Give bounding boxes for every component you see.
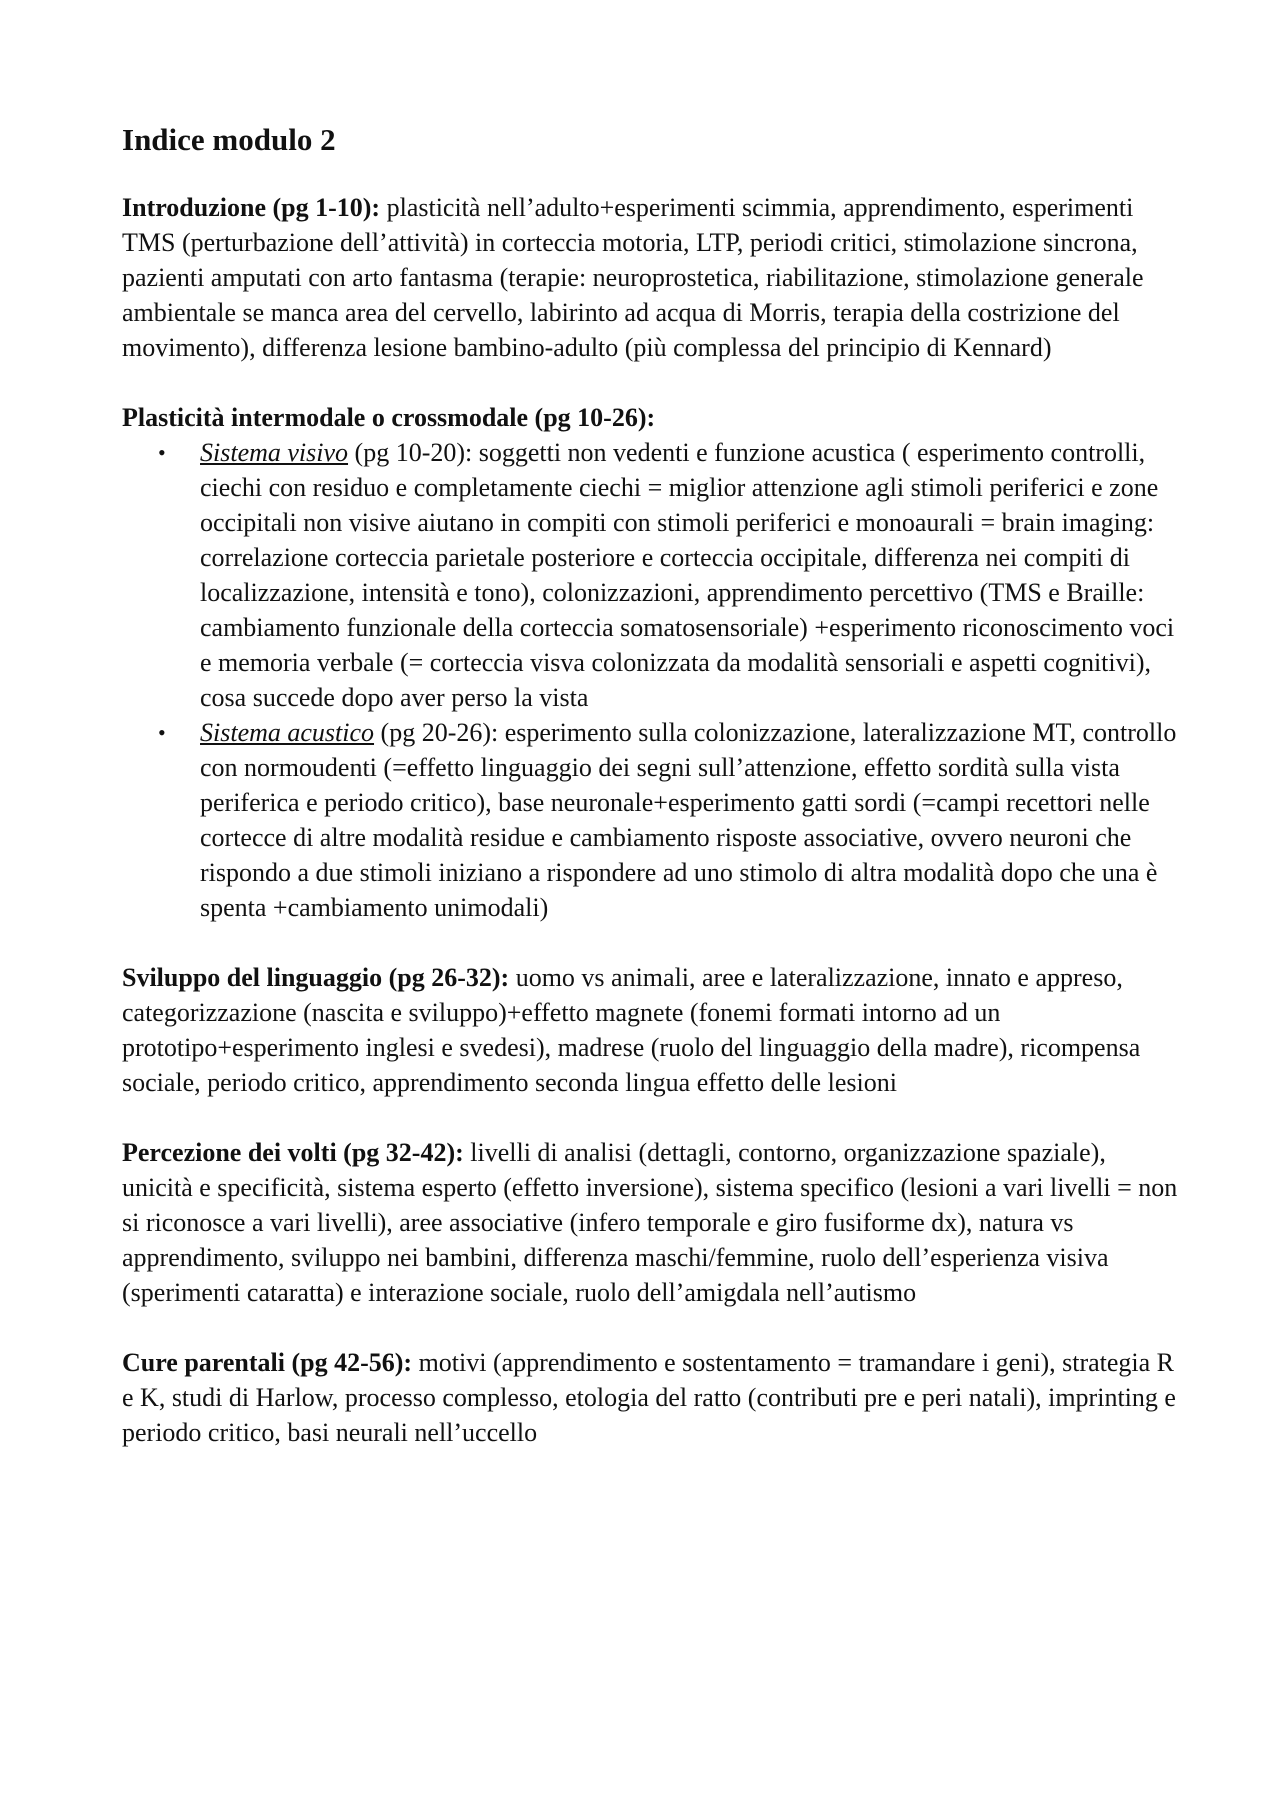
section-heading-plasticita: Plasticità intermodale o crossmodale (pg 10-26): <box>122 403 656 432</box>
section-linguaggio <box>122 960 1182 1100</box>
bullet-icon: • <box>158 720 166 745</box>
section-heading: Percezione dei volti (pg 32-42): <box>122 1138 464 1167</box>
subsection-title: Sistema visivo <box>200 438 349 467</box>
section-cure-parentali <box>122 1345 1182 1450</box>
subsection-body: (pg 20-26): esperimento sulla colonizzazione, lateralizzazione MT, controllo con normoudenti (=effetto linguaggio dei segni sull’attenzione, effetto sordità sulla vista periferica e periodo critico), base neuronale+esperimento gatti sordi (=campi recettori nelle cortecce di altre modalità residue e cambiamento risposte associative, ovvero neuroni che rispondo a due stimoli iniziano a rispondere ad uno stimolo di altra modalità dopo che una è spenta +cambiamento unimodali) <box>200 718 1177 922</box>
section-heading: Cure parentali (pg 42-56): <box>122 1348 413 1377</box>
section-volti <box>122 1135 1182 1310</box>
page-title: Indice modulo 2 <box>122 122 336 157</box>
bullet-icon: • <box>158 440 166 465</box>
section-body: motivi (apprendimento e sostentamento = tramandare i geni), strategia R e K, studi di Harlow, processo complesso, etologia del ratto (contributi pre e peri natali), imprinting e periodo critico, basi neurali nell’uccello <box>122 1348 1176 1447</box>
subsection-body: (pg 10-20): soggetti non vedenti e funzione acustica ( esperimento controlli, ciechi con residuo e completamente ciechi = miglior attenzione agli stimoli periferici e zone occipitali non visive aiutano in compiti con stimoli periferici e monoaurali = brain imaging: correlazione corteccia parietale posteriore e corteccia occipitale, differenza nei compiti di localizzazione, intensità e tono), colonizzazioni, apprendimento percettivo (TMS e Braille: cambiamento funzionale della corteccia somatosensoriale) +esperimento riconoscimento voci e memoria verbale (= corteccia visva colonizzata da modalità sensoriali e aspetti cognitivi), cosa succede dopo aver perso la vista <box>200 438 1175 712</box>
section-body: plasticità nell’adulto+esperimenti scimmia, apprendimento, esperimenti TMS (perturbazione dell’attività) in corteccia motoria, LTP, periodi critici, stimolazione sincrona, pazienti amputati con arto fantasma (terapie: neuroprostetica, riabilitazione, stimolazione generale ambientale se manca area del cervello, labirinto ad acqua di Morris, terapia della costrizione del movimento), differenza lesione bambino-adulto (più complessa del principio di Kennard) <box>122 193 1144 362</box>
section-body: uomo vs animali, aree e lateralizzazione, innato e appreso, categorizzazione (nascita e sviluppo)+effetto magnete (fonemi formati intorno ad un prototipo+esperimento inglesi e svedesi), madrese (ruolo del linguaggio della madre), ricompensa sociale, periodo critico, apprendimento seconda lingua effetto delle lesioni <box>122 963 1141 1097</box>
plasticity-list <box>122 435 1182 925</box>
section-heading: Introduzione (pg 1-10): <box>122 193 381 222</box>
list-item-sistema-visivo <box>122 435 1182 715</box>
section-heading: Sviluppo del linguaggio (pg 26-32): <box>122 963 510 992</box>
document-page <box>122 120 1182 1485</box>
subsection-title: Sistema acustico <box>200 718 375 747</box>
section-body: livelli di analisi (dettagli, contorno, organizzazione spaziale), unicità e specificità, sistema esperto (effetto inversione), sistema specifico (lesioni a vari livelli = non si riconosce a vari livelli), aree associative (infero temporale e giro fusiforme dx), natura vs apprendimento, sviluppo nei bambini, differenza maschi/femmine, ruolo dell’esperienza visiva (sperimenti cataratta) e interazione sociale, ruolo dell’amigdala nell’autismo <box>122 1138 1178 1307</box>
section-introduzione <box>122 190 1182 365</box>
list-item-sistema-acustico <box>122 715 1182 925</box>
